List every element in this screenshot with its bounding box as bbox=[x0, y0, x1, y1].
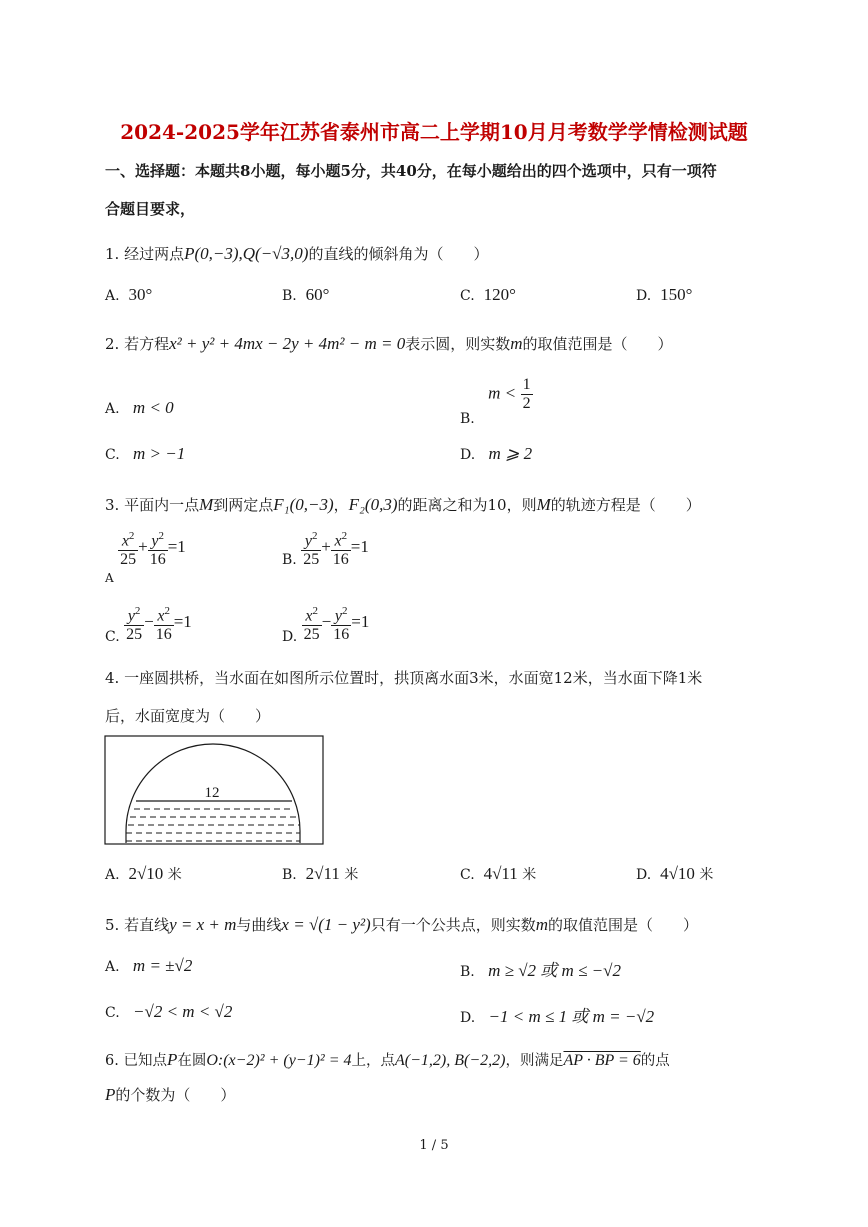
q6-prefix: 6. 已知点 bbox=[105, 1053, 167, 1069]
option-label: C. bbox=[460, 288, 475, 304]
q3-middle2: 的距离之和为10，则 bbox=[397, 496, 537, 514]
option-value: 4√11 bbox=[483, 864, 518, 883]
q3-sep: ， bbox=[333, 496, 349, 514]
option-label: B. bbox=[460, 964, 475, 980]
option-label: C. bbox=[105, 1005, 120, 1021]
q3-prefix: 3. 平面内一点 bbox=[105, 496, 200, 514]
option-unit: 米 bbox=[167, 867, 182, 883]
q5-option-c bbox=[105, 1002, 232, 1022]
q2-suffix: 的取值范围是（ ） bbox=[522, 335, 673, 353]
question-4-line2: 后，水面宽度为（ ） bbox=[105, 707, 271, 725]
option-value: m ≥ √2 或 m ≤ −√2 bbox=[488, 961, 621, 980]
q5-curve-eq: x = √(1 − y²) bbox=[281, 915, 371, 934]
q5-line-eq: y = x + m bbox=[169, 915, 237, 934]
option-label: A bbox=[105, 571, 114, 586]
option-label: B. bbox=[460, 410, 475, 427]
section-heading-line2: 合题目要求， bbox=[105, 200, 196, 218]
q1-option-a bbox=[105, 285, 152, 305]
frac-x2-25: $\frac{x^2}{25}$ bbox=[302, 602, 322, 644]
q1-option-b bbox=[282, 285, 329, 305]
q6-middle2: 上，点 bbox=[351, 1053, 396, 1069]
option-value: m > −1 bbox=[133, 444, 186, 463]
q5-var: m bbox=[535, 915, 549, 934]
q5-option-a bbox=[105, 956, 192, 976]
q2-option-b bbox=[460, 376, 533, 427]
frac-y2-16: $\frac{y^2}{16}$ bbox=[331, 602, 351, 644]
option-value: 4√10 bbox=[660, 864, 695, 883]
q4-option-b bbox=[282, 864, 358, 884]
q2-var: m bbox=[510, 334, 523, 353]
option-value: 150° bbox=[660, 285, 693, 304]
q4-option-a bbox=[105, 864, 182, 884]
option-value: m < 0 bbox=[132, 398, 174, 417]
question-1 bbox=[105, 243, 488, 264]
q1-math: P(0,−3),Q(−√3,0) bbox=[184, 244, 309, 263]
option-value: 120° bbox=[483, 285, 516, 304]
option-value: 30° bbox=[128, 285, 153, 304]
figure-width-label: 12 bbox=[204, 785, 220, 801]
question-3: 3. 平面内一点M到两定点F₁(0,−3)，F₂(0,3)的距离之和为10，则M的轨迹方程是（ ） bbox=[105, 495, 701, 514]
option-unit: 米 bbox=[522, 867, 537, 883]
option-label: B. bbox=[282, 288, 297, 304]
frac-x2-16: $\frac{x^2}{16}$ bbox=[154, 602, 174, 644]
q6-line2: 的个数为（ ） bbox=[115, 1086, 236, 1104]
q3-option-b: B. $\frac{y^2}{25}$ + $\frac{x^2}{16}$ =1 bbox=[282, 527, 369, 569]
q5-option-b bbox=[460, 956, 621, 981]
question-2 bbox=[105, 333, 673, 354]
option-unit: 米 bbox=[699, 867, 714, 883]
frac-y2-16: $\frac{y^2}{16}$ bbox=[148, 527, 168, 569]
frac-x2-16: $\frac{x^2}{16}$ bbox=[331, 527, 351, 569]
option-unit: 米 bbox=[344, 867, 359, 883]
option-label: D. bbox=[460, 447, 476, 463]
q3-option-a: A $\frac{x^2}{25}$ + $\frac{y^2}{16}$ =1 bbox=[105, 527, 186, 569]
frac-y2-25: $\frac{y^2}{25}$ bbox=[124, 602, 144, 644]
q2-prefix: 2. 若方程 bbox=[105, 335, 170, 353]
q6-middle3: ，则满足 bbox=[505, 1053, 564, 1069]
option-label: B. bbox=[282, 552, 297, 569]
q2-middle: 表示圆，则实数 bbox=[405, 335, 511, 353]
option-label: A. bbox=[105, 959, 120, 975]
q6-condition: AP · BP = 6 bbox=[563, 1052, 641, 1069]
page-title: 2024-2025学年江苏省泰州市高二上学期10月月考数学学情检测试题 bbox=[120, 120, 748, 144]
q3-f1: F₁(0,−3) bbox=[273, 495, 334, 514]
q6-var: P bbox=[166, 1050, 178, 1069]
option-label: A. bbox=[105, 401, 120, 417]
q6-circle-eq: O:(x−2)² + (y−1)² = 4 bbox=[206, 1052, 352, 1069]
q3-option-d: D. $\frac{x^2}{25}$ − $\frac{y^2}{16}$ =1 bbox=[282, 602, 369, 644]
frac-x2-25: $\frac{x^2}{25}$ bbox=[118, 527, 138, 569]
q6-middle1: 在圆 bbox=[177, 1053, 207, 1069]
option-label: C. bbox=[105, 629, 120, 646]
q3-middle1: 到两定点 bbox=[213, 496, 274, 514]
q2-math: x² + y² + 4mx − 2y + 4m² − m = 0 bbox=[169, 334, 406, 353]
q2-option-c bbox=[105, 444, 185, 464]
q5-option-d bbox=[460, 1002, 654, 1027]
option-label: D. bbox=[460, 1010, 476, 1026]
q5-prefix: 5. 若直线 bbox=[105, 916, 170, 934]
q5-middle2: 只有一个公共点，则实数 bbox=[370, 916, 536, 934]
q6-suffix: 的点 bbox=[640, 1053, 670, 1069]
q5-middle: 与曲线 bbox=[236, 916, 282, 934]
question-6-line2: P的个数为（ ） bbox=[105, 1085, 236, 1104]
option-value: m ⩾ 2 bbox=[488, 444, 533, 463]
q4-option-d bbox=[636, 864, 713, 884]
option-label: D. bbox=[636, 288, 652, 304]
option-label: A. bbox=[105, 867, 120, 883]
question-4-line1: 4. 一座圆拱桥，当水面在如图所示位置时，拱顶离水面3米，水面宽12米，当水面下降1米 bbox=[105, 669, 703, 687]
q1-suffix: 的直线的倾斜角为（ ） bbox=[308, 245, 489, 263]
option-value: 2√10 bbox=[128, 864, 164, 883]
fraction-one-half: $\frac{1}{2}$ bbox=[522, 376, 531, 412]
q1-prefix: 1. 经过两点 bbox=[105, 245, 185, 263]
arch-bridge-figure bbox=[104, 735, 324, 845]
q3-suffix: 的轨迹方程是（ ） bbox=[550, 496, 701, 514]
question-6 bbox=[105, 1049, 670, 1070]
q6-points: A(−1,2), B(−2,2) bbox=[395, 1052, 506, 1069]
option-value: 60° bbox=[305, 285, 330, 304]
q1-option-d bbox=[636, 285, 692, 305]
q2-option-d bbox=[460, 444, 532, 464]
option-label: C. bbox=[460, 867, 475, 883]
option-label: D. bbox=[636, 867, 652, 883]
q1-option-c bbox=[460, 285, 516, 305]
option-label: B. bbox=[282, 867, 297, 883]
q2-option-a bbox=[105, 398, 174, 418]
section-heading-line1: 一、选择题：本题共8小题，每小题5分，共40分，在每小题给出的四个选项中，只有一项符 bbox=[105, 162, 717, 180]
option-expr-m: m < bbox=[488, 383, 517, 403]
option-value: 2√11 bbox=[305, 864, 340, 883]
q5-suffix: 的取值范围是（ ） bbox=[548, 916, 699, 934]
page-number: 1 / 5 bbox=[419, 1138, 449, 1153]
frac-y2-25: $\frac{y^2}{25}$ bbox=[301, 527, 321, 569]
question-5 bbox=[105, 914, 698, 935]
option-label: D. bbox=[282, 629, 298, 646]
option-value: m = ±√2 bbox=[132, 956, 193, 975]
q3-var: M bbox=[199, 495, 214, 514]
option-value: −√2 < m < √2 bbox=[133, 1002, 233, 1021]
q3-f2: F₂(0,3) bbox=[348, 495, 398, 514]
q4-option-c bbox=[460, 864, 536, 884]
option-label: C. bbox=[105, 447, 120, 463]
option-label: A. bbox=[105, 288, 120, 304]
q3-option-c: C. $\frac{y^2}{25}$ − $\frac{x^2}{16}$ =1 bbox=[105, 602, 192, 644]
water-hatching bbox=[126, 809, 300, 841]
option-value: −1 < m ≤ 1 或 m = −√2 bbox=[488, 1007, 655, 1026]
